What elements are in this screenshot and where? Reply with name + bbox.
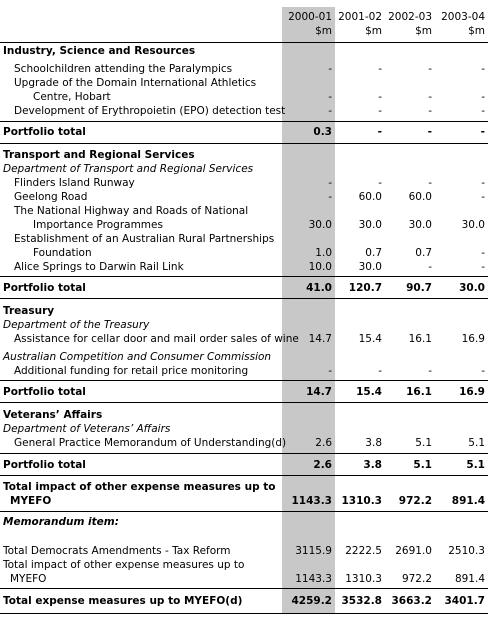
total-impact-row: [0, 494, 488, 508]
cell: 2510.3: [448, 545, 485, 557]
cell: -: [481, 365, 485, 377]
cell: -: [378, 63, 382, 75]
cell: -: [481, 105, 485, 117]
cell: -: [481, 191, 485, 203]
row-label: Foundation: [33, 247, 92, 259]
table-row: [0, 364, 488, 378]
row-label: General Practice Memorandum of Understanding(d): [14, 437, 287, 449]
row-label: Schoolchildren attending the Paralympics: [14, 63, 233, 75]
section-title: Veterans’ Affairs: [3, 409, 103, 421]
cell: -: [328, 191, 332, 203]
year-header: 2003-04: [441, 11, 485, 23]
department-heading: [0, 318, 488, 332]
row-label: Development of Erythropoietin (EPO) detection test: [14, 105, 286, 117]
rule: [0, 511, 488, 512]
cell: -: [428, 177, 432, 189]
rule: [0, 613, 488, 614]
portfolio-total-row: [0, 458, 488, 472]
table-row: [0, 572, 488, 586]
portfolio-total-row: [0, 281, 488, 295]
row-label: Portfolio total: [3, 126, 86, 138]
grand-total-row: [0, 594, 488, 608]
cell: 30.0: [308, 219, 332, 231]
cell: 972.2: [398, 495, 432, 507]
rule: [0, 475, 488, 476]
table-row: [0, 332, 488, 346]
section-heading: [0, 304, 488, 318]
cell: 3663.2: [391, 595, 432, 607]
table-row: [0, 544, 488, 558]
cell: 1310.3: [341, 495, 382, 507]
unit-header: $m: [365, 25, 382, 37]
row-label: Geelong Road: [14, 191, 88, 203]
portfolio-total-row: [0, 125, 488, 139]
row-label: Establishment of an Australian Rural Partnerships: [14, 233, 275, 245]
cell: -: [377, 126, 382, 138]
cell: 16.9: [461, 333, 485, 345]
cell: 60.0: [408, 191, 432, 203]
rule: [0, 42, 488, 43]
row-label: Alice Springs to Darwin Rail Link: [14, 261, 184, 273]
row-label: Total Democrats Amendments - Tax Reform: [3, 545, 231, 557]
cell: 0.7: [365, 247, 382, 259]
cell: -: [378, 177, 382, 189]
cell: -: [328, 105, 332, 117]
table-row: [0, 190, 488, 204]
row-label: Importance Programmes: [33, 219, 163, 231]
rule: [0, 380, 488, 381]
cell: -: [481, 91, 485, 103]
cell: 5.1: [468, 437, 485, 449]
cell: 3.8: [365, 437, 382, 449]
row-label: MYEFO: [10, 573, 47, 585]
header-units: [0, 24, 488, 38]
department-title: Australian Competition and Consumer Commission: [3, 351, 272, 363]
unit-header: $m: [468, 25, 485, 37]
table-row: [0, 176, 488, 190]
table-row: [0, 76, 488, 90]
cell: -: [378, 91, 382, 103]
cell: 30.0: [358, 261, 382, 273]
rule: [0, 588, 488, 589]
table-row: [0, 558, 488, 572]
cell: 30.0: [459, 282, 485, 294]
cell: 2222.5: [345, 545, 382, 557]
cell: -: [428, 261, 432, 273]
portfolio-total-row: [0, 385, 488, 399]
section-title: Treasury: [3, 305, 55, 317]
cell: 41.0: [306, 282, 332, 294]
year-header: 2002-03: [388, 11, 432, 23]
memorandum-title: Memorandum item:: [3, 516, 119, 528]
section-heading: [0, 148, 488, 162]
row-label: Flinders Island Runway: [14, 177, 135, 189]
cell: -: [328, 365, 332, 377]
memorandum-heading: [0, 515, 488, 529]
section-heading: [0, 44, 488, 58]
table-row: [0, 90, 488, 104]
cell: 5.1: [466, 459, 485, 471]
cell: 3.8: [363, 459, 382, 471]
row-label: Portfolio total: [3, 282, 86, 294]
cell: 16.9: [459, 386, 485, 398]
cell: -: [428, 105, 432, 117]
cell: 14.7: [306, 386, 332, 398]
cell: -: [378, 365, 382, 377]
cell: 0.3: [313, 126, 332, 138]
rule: [0, 298, 488, 299]
table-row: [0, 104, 488, 118]
cell: 120.7: [348, 282, 382, 294]
cell: 3401.7: [444, 595, 485, 607]
row-label: Total impact of other expense measures up to: [3, 481, 276, 493]
cell: -: [378, 105, 382, 117]
table-row: [0, 218, 488, 232]
header-years: [0, 10, 488, 24]
cell: 30.0: [461, 219, 485, 231]
cell: 5.1: [413, 459, 432, 471]
row-label: Total impact of other expense measures up to: [3, 559, 245, 571]
row-label: The National Highway and Roads of National: [14, 205, 249, 217]
year-header: 2001-02: [338, 11, 382, 23]
cell: 10.0: [308, 261, 332, 273]
cell: 1143.3: [291, 495, 332, 507]
department-title: Department of Transport and Regional Services: [3, 163, 254, 175]
department-heading: [0, 422, 488, 436]
cell: -: [328, 177, 332, 189]
cell: 4259.2: [291, 595, 332, 607]
cell: -: [481, 247, 485, 259]
department-title: Department of Veterans’ Affairs: [3, 423, 171, 435]
cell: 30.0: [408, 219, 432, 231]
cell: 1310.3: [345, 573, 382, 585]
cell: 2.6: [313, 459, 332, 471]
department-heading: [0, 162, 488, 176]
cell: -: [481, 177, 485, 189]
cell: 3115.9: [295, 545, 332, 557]
cell: 2691.0: [395, 545, 432, 557]
cell: 16.1: [408, 333, 432, 345]
cell: 891.4: [451, 495, 485, 507]
cell: 0.7: [415, 247, 432, 259]
unit-header: $m: [315, 25, 332, 37]
cell: 3532.8: [341, 595, 382, 607]
cell: 16.1: [406, 386, 432, 398]
total-impact-row: [0, 480, 488, 494]
cell: 15.4: [358, 333, 382, 345]
row-label: Portfolio total: [3, 386, 86, 398]
table-row: [0, 232, 488, 246]
cell: -: [427, 126, 432, 138]
section-title: Transport and Regional Services: [3, 149, 195, 161]
year-header: 2000-01: [288, 11, 332, 23]
cell: 972.2: [401, 573, 432, 585]
table-row: [0, 62, 488, 76]
unit-header: $m: [415, 25, 432, 37]
cell: -: [428, 91, 432, 103]
table-row: [0, 260, 488, 274]
cell: 14.7: [308, 333, 332, 345]
cell: -: [328, 63, 332, 75]
department-heading: [0, 350, 488, 364]
rule: [0, 276, 488, 277]
row-label: Total expense measures up to MYEFO(d): [3, 595, 243, 607]
row-label: Assistance for cellar door and mail order sales of wine: [14, 333, 299, 345]
row-label: Centre, Hobart: [33, 91, 111, 103]
cell: 1.0: [315, 247, 332, 259]
rule: [0, 402, 488, 403]
cell: -: [481, 261, 485, 273]
rule: [0, 121, 488, 122]
rule: [0, 143, 488, 144]
section-heading: [0, 408, 488, 422]
cell: -: [428, 365, 432, 377]
row-label: MYEFO: [10, 495, 52, 507]
row-label: Portfolio total: [3, 459, 86, 471]
cell: 891.4: [454, 573, 485, 585]
cell: 15.4: [356, 386, 382, 398]
cell: 2.6: [315, 437, 332, 449]
table-row: [0, 246, 488, 260]
table-row: [0, 436, 488, 450]
section-title: Industry, Science and Resources: [3, 45, 196, 57]
cell: -: [480, 126, 485, 138]
row-label: Additional funding for retail price monitoring: [14, 365, 249, 377]
cell: 5.1: [415, 437, 432, 449]
cell: 60.0: [358, 191, 382, 203]
cell: -: [328, 91, 332, 103]
cell: -: [428, 63, 432, 75]
row-label: Upgrade of the Domain International Athletics: [14, 77, 257, 89]
department-title: Department of the Treasury: [3, 319, 150, 331]
cell: 1143.3: [295, 573, 332, 585]
table-row: [0, 204, 488, 218]
cell: -: [481, 63, 485, 75]
rule: [0, 453, 488, 454]
cell: 30.0: [358, 219, 382, 231]
cell: 90.7: [406, 282, 432, 294]
